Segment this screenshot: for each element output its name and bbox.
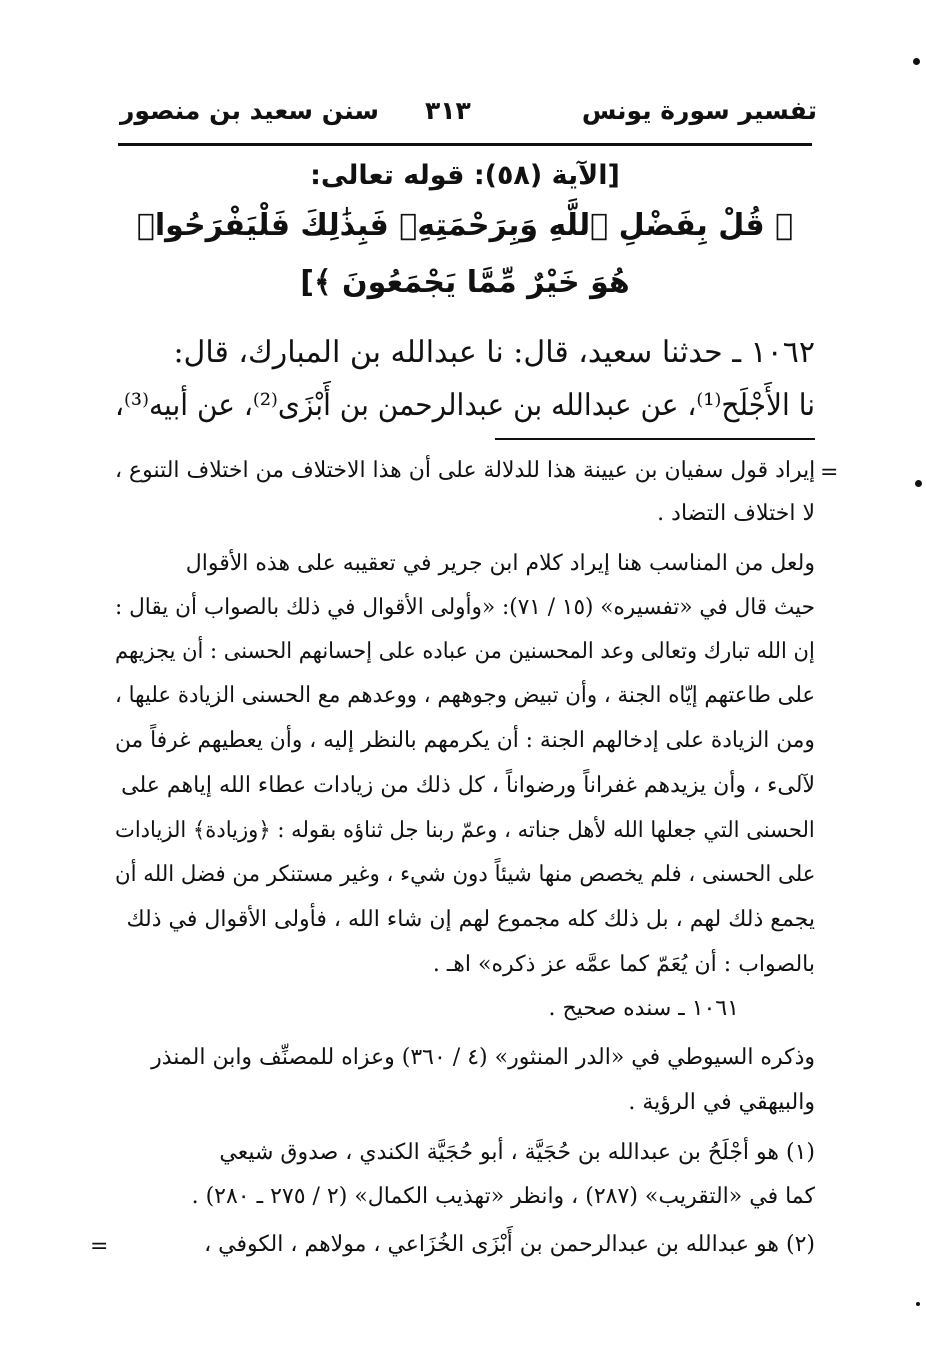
footnote-1: (١) هو أجْلَحُ بن عبدالله بن حُجَيَّة ، أبو حُجَيَّة الكندي ، صدوق شيعي bbox=[219, 1140, 815, 1165]
ayah-heading: [الآية (٥٨): قوله تعالى: bbox=[310, 160, 620, 191]
ayah-line: ﴿ قُلْ بِفَضْلِ ٱللَّهِ وَبِرَحْمَتِهِۦ فَبِذَٰلِكَ فَلْيَفْرَحُوا۟ bbox=[136, 208, 794, 243]
note-line: ومن الزيادة على إدخالهم الجنة : أن يكرمهم بالنظر إليه ، وأن يعطيهم غرفاً من bbox=[115, 728, 815, 753]
note-line: والبيهقي في الرؤية . bbox=[628, 1090, 815, 1115]
header-rule bbox=[118, 143, 812, 146]
running-header-book: سنن سعيد بن منصور bbox=[120, 96, 380, 125]
note-line: على الحسنى ، فلم يخصص منها شيئاً دون شيء ، وغير مستنكر من فضل الله أن bbox=[114, 862, 815, 887]
hadith-line: ١٠٦٢ ـ حدثنا سعيد، قال: نا عبدالله بن المبارك، قال: bbox=[173, 335, 815, 370]
note-line: يجمع ذلك لهم ، بل ذلك كله مجموع لهم إن شاء الله ، فأولى الأقوال في ذلك bbox=[126, 907, 815, 932]
hadith-line: نا الأَجْلَح⁽¹⁾، عن عبدالله بن عبدالرحمن بن أَبْزَى⁽²⁾، عن أبيه⁽³⁾، bbox=[114, 388, 815, 423]
note-line: على طاعتهم إيّاه الجنة ، وأن تبيض وجوههم ، ووعدهم مع الحسنى الزيادة عليها ، bbox=[114, 683, 815, 708]
continuation-mark: = bbox=[90, 1234, 109, 1259]
ayah-line: هُوَ خَيْرٌ مِّمَّا يَجْمَعُونَ ﴾] bbox=[300, 265, 630, 300]
note-line: ١٠٦١ ـ سنده صحيح . bbox=[548, 996, 739, 1021]
note-line: ولعل من المناسب هنا إيراد كلام ابن جرير في تعقيبه على هذه الأقوال bbox=[185, 551, 815, 576]
note-line: وذكره السيوطي في «الدر المنثور» (٤ / ٣٦٠) وعزاه للمصنِّف وابن المنذر bbox=[151, 1045, 815, 1070]
note-line: لآلىء ، وأن يزيدهم غفراناً ورضواناً ، كل ذلك من زيادات عطاء الله إياهم على bbox=[121, 773, 815, 798]
note-line: حيث قال في «تفسيره» (١٥ / ٧١): «وأولى الأقوال في ذلك بالصواب أن يقال : bbox=[115, 595, 815, 620]
note-line: لا اختلاف التضاد . bbox=[657, 501, 815, 526]
note-line: إن الله تبارك وتعالى وعد المحسنين من عباده على إحسانهم الحسنى : أن يجزيهم bbox=[115, 639, 815, 664]
note-line: بالصواب : أن يُعَمّ كما عمَّه عز ذكره» اهـ . bbox=[432, 952, 815, 977]
page-number: ٣١٣ bbox=[425, 96, 471, 125]
footnote-2: (٢) هو عبدالله بن عبدالرحمن بن أَبْزَى الخُزَاعي ، مولاهم ، الكوفي ، bbox=[204, 1232, 815, 1257]
footnote-separator bbox=[495, 438, 815, 440]
continuation-mark: = bbox=[820, 460, 839, 485]
scan-speck bbox=[913, 58, 920, 65]
scan-speck bbox=[916, 1302, 920, 1306]
scan-speck bbox=[915, 480, 922, 487]
footnote-1-cont: كما في «التقريب» (٢٨٧) ، وانظر «تهذيب الكمال» (٢ / ٢٧٥ ـ ٢٨٠) . bbox=[191, 1184, 815, 1209]
running-header-surah: تفسير سورة يونس bbox=[581, 96, 817, 125]
note-line: الحسنى التي جعلها الله لأهل جناته ، وعمّ ربنا جل ثناؤه بقوله : ﴿وزيادة﴾ الزيادات bbox=[115, 818, 815, 843]
note-line: إيراد قول سفيان بن عيينة هذا للدلالة على أن هذا الاختلاف من اختلاف التنوع ، bbox=[114, 458, 815, 483]
